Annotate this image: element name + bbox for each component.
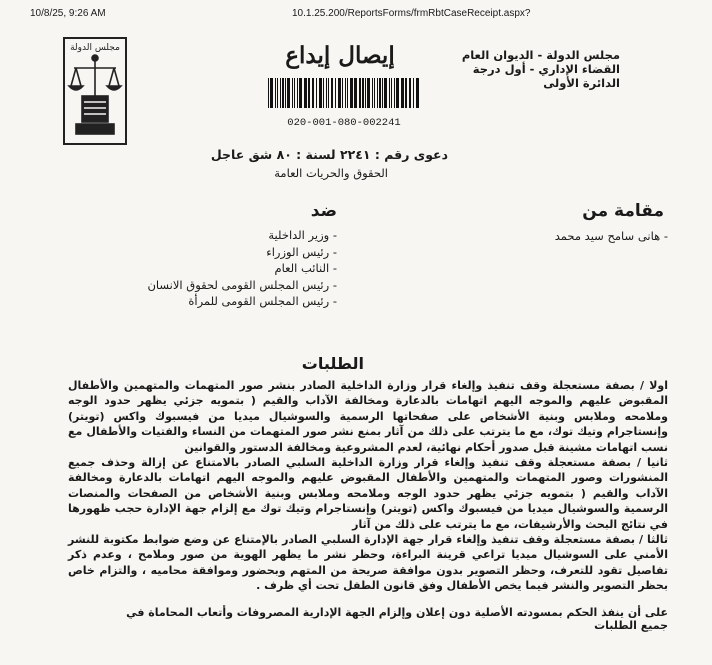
barcode-bar [316,78,317,108]
print-url: 10.1.25.200/ReportsForms/frmRbtCaseReceipt.aspx? [292,8,531,19]
defendant-item: - رئيس الوزراء [147,244,337,261]
barcode-bar [275,78,276,108]
defendants-list [147,227,337,310]
state-council-logo [62,36,128,146]
barcode-bar [362,78,364,108]
requests-closing: على أن ينفذ الحكم بمسودته الأصلية دون إعلان وإلزام الجهة الإدارية المصروفات وأتعاب المحاماة في جميع الطلبات [126,606,668,632]
request-paragraph-2: ثانيا / بصفة مستعجلة وقف تنفيذ وإلغاء قرار وزارة الداخلية السلبي الصادر بالامتناع عن إزالة وحذف جميع المنشورات وصور المتهمات والمتهمين والأطفال المقبوض عليهم والموجه اليهم اتهامات بالدعارة ومخالفة الآداب والقيم ( بتمويه جزئي يظهر حدود الوجه وملامحه وملابس وبنية الأشخاص من الصفحات والمنصات الرسمية والسوشيال ميديا من فيسبوك واكس (تويتر) وإنستاجرام وتيك توك مع إلزام جهة الإدارة حجب ظهورها في نتائج البحث والأرشيفات، مع ما يترتب على ذلك من آثار [68,456,668,531]
barcode-bar [342,78,343,108]
barcode-bar [335,78,336,108]
print-date: 10/8/25, 9:26 AM [30,8,106,19]
barcode-bar [285,78,286,108]
barcode-bar [326,78,327,108]
defendant-item: - النائب العام [147,260,337,277]
barcode-number: 020-001-080-002241 [287,117,401,129]
barcode-bar [292,78,293,108]
barcode-bar [384,78,387,108]
case-number: دعوى رقم : ٢٢٤١ لسنة : ٨٠ شق عاجل [210,147,448,162]
barcode-bar [304,78,307,108]
barcode-bar [377,78,378,108]
barcode-bar [405,78,407,108]
barcode-bar [367,78,370,108]
logo-text: مجلس الدولة [70,43,120,53]
barcode-bar [308,78,310,108]
barcode-bar [354,78,357,108]
barcode-bar [331,78,333,108]
barcode-bar [282,78,284,108]
barcode-bar [394,78,395,108]
barcode-bar [347,78,348,108]
request-paragraph-1: اولا / بصفة مستعجلة وقف تنفيذ وإلغاء قرار وزارة الداخلية الصادر بنشر صور المتهمات والمتهمين والأطفال المقبوض عليهم والموجه اليهم اتهامات بالدعارة ومخالفة الآداب والقيم ( بتمويه جزئي يظهر حدود الوجه وملامحه وملابس وبنية الأشخاص على صفحاتها الرسمية والسوشيال ميديا من فيسبوك واكس (تويتر) وإنستاجرام وتيك توك، مع ما يترتب على ذلك من آثار بمنع نشر صور المتهمات من النساء والفتيات والأطفال مع نسب اتهامات مشينة قبل صدور أحكام نهائية، لعدم المشروعية ومخالفة الدستور والقوانين [68,379,668,454]
barcode-bar [270,78,273,108]
barcode-bar [372,78,373,108]
court-header [420,48,620,90]
scales-of-justice-icon [69,55,121,134]
barcode [268,78,420,118]
barcode-bar [382,78,383,108]
request-paragraph-3: ثالثا / بصفة مستعجلة وقف تنفيذ وإلغاء قرار جهة الإدارة السلبي الصادر بالإمتناع عن وضع ضوابط مكتوبة للنشر الأمني على السوشيال ميديا تراعي قرينة البراءة، وحظر نشر ما يظهر الهوية من صور وملامح ، وعدم ذكر تفاصيل تقود للتعرف، وحظر التصوير بدون موافقة صريحة من المتهم وبحضور وموافقة محاميه ، والتزام خاص بحظر التصوير والنشر فيما يخص الأطفال وفق قانون الطفل تحت أي ظرف . [68,533,668,593]
requests-body [68,378,668,594]
defendant-item: - رئيس المجلس القومى لحقوق الانسان [147,277,337,294]
barcode-bar [280,78,281,108]
barcode-bar [359,78,361,108]
case-subject: الحقوق والحريات العامة [274,166,388,180]
barcode-bar [323,78,324,108]
barcode-bar [416,78,419,108]
barcode-bar [345,78,346,108]
court-line-1: مجلس الدولة - الديوان العام [461,48,620,62]
barcode-bar [294,78,295,108]
barcode-bar [401,78,404,108]
defendants-label: ضد [310,201,337,221]
defendant-item: - وزير الداخلية [147,227,337,244]
requests-heading: الطلبات [301,354,364,373]
barcode-bar [350,78,353,108]
plaintiff-name: - هانى سامح سيد محمد [554,229,668,243]
barcode-bar [365,78,366,108]
barcode-bar [391,78,392,108]
barcode-bar [379,78,381,108]
barcode-bar [297,78,298,108]
plaintiff-label: مقامة من [582,201,664,221]
barcode-bar [319,78,322,108]
barcode-bar [409,78,411,108]
barcode-bar [268,78,269,108]
barcode-bar [299,78,302,108]
barcode-bar [338,78,341,108]
barcode-bar [396,78,399,108]
barcode-bar [328,78,329,108]
barcode-bar [287,78,290,108]
barcode-bar [413,78,414,108]
barcode-bar [312,78,314,108]
document-title: إيصال إيداع [285,42,395,69]
barcode-bar [277,78,278,108]
court-line-3: الدائرة الأولى [543,76,620,90]
court-line-2: القضاء الإداري - أول درجة [472,62,620,76]
barcode-bar [374,78,375,108]
barcode-bar [389,78,390,108]
defendant-item: - رئيس المجلس القومى للمرأة [147,293,337,310]
